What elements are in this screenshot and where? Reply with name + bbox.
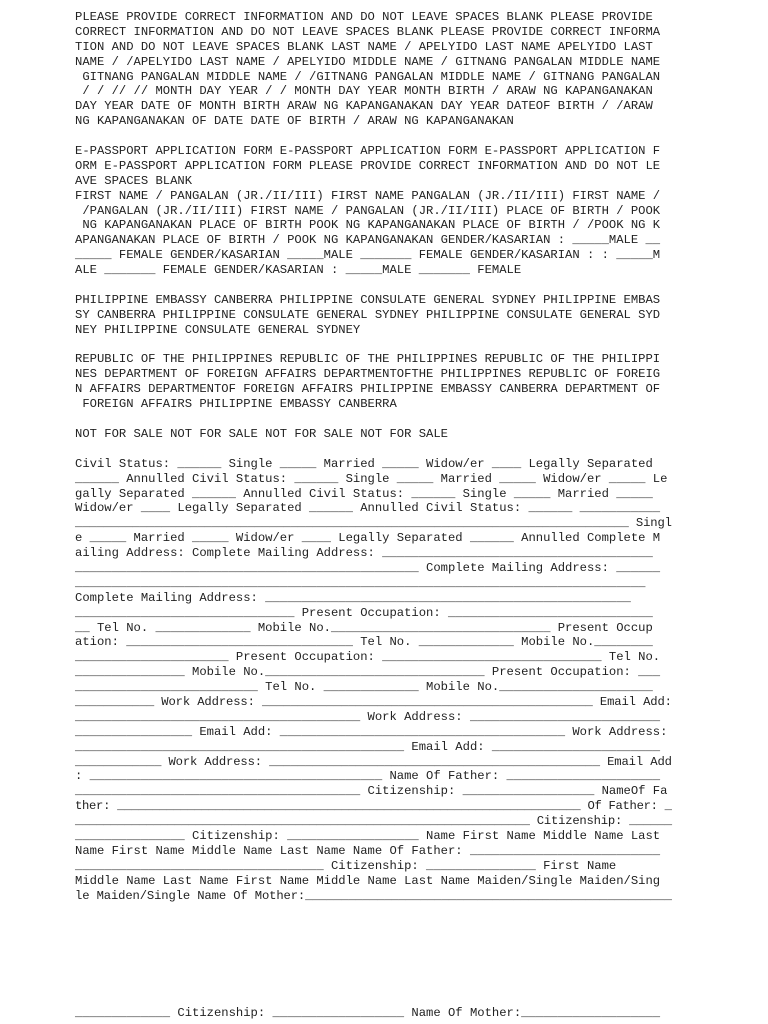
form-text-line: _______________ Citizenship: __________________ Name First Name Middle Name Last bbox=[75, 828, 661, 843]
footer-citizenship-mother-line: _____________ Citizenship: __________________ Name Of Mother:___________________ bbox=[75, 1006, 661, 1020]
form-text-line: Complete Mailing Address: __________________________________________________ bbox=[75, 590, 631, 605]
form-text-line: ______ Annulled Civil Status: ______ Single _____ Married _____ Widow/er _____ Le bbox=[75, 471, 668, 486]
form-text-line: ALE _______ FEMALE GENDER/KASARIAN : _____MALE _______ FEMALE bbox=[75, 263, 522, 278]
form-text-line: le Maiden/Single Name Of Mother:___________________________________________________ bbox=[75, 888, 672, 903]
form-text-line: FOREIGN AFFAIRS PHILIPPINE EMBASSY CANBERRA bbox=[75, 397, 397, 412]
form-text-line: REPUBLIC OF THE PHILIPPINES REPUBLIC OF THE PHILIPPINES REPUBLIC OF THE PHILIPPI bbox=[75, 352, 661, 367]
form-text-line: ________________ Email Add: _______________________________________ Work Address: bbox=[75, 724, 668, 739]
form-text-line: NOT FOR SALE NOT FOR SALE NOT FOR SALE NOT FOR SALE bbox=[75, 426, 448, 441]
form-text-line: NES DEPARTMENT OF FOREIGN AFFAIRS DEPARTMENTOFTHE PHILIPPINES REPUBLIC OF FOREIG bbox=[75, 367, 661, 382]
form-text-line: PLEASE PROVIDE CORRECT INFORMATION AND DO NOT LEAVE SPACES BLANK PLEASE PROVIDE bbox=[75, 10, 653, 24]
form-text-line: Middle Name Last Name First Name Middle Name Last Name Maiden/Single Maiden/Sing bbox=[75, 873, 661, 888]
form-text-line: APANGANAKAN PLACE OF BIRTH / POOK NG KAPANGANAKAN GENDER/KASARIAN : _____MALE __ bbox=[75, 233, 661, 248]
form-text-line: ORM E-PASSPORT APPLICATION FORM PLEASE PROVIDE CORRECT INFORMATION AND DO NOT LE bbox=[75, 158, 661, 173]
form-text-line: _____________________________________________________________________________ Singl bbox=[75, 516, 672, 531]
form-text-line: Name First Name Middle Name Last Name Name Of Father: __________________________ bbox=[75, 843, 661, 858]
form-text-line: _____ FEMALE GENDER/KASARIAN _____MALE _______ FEMALE GENDER/KASARIAN : : _____M bbox=[75, 248, 661, 263]
form-text-line: / / // // MONTH DAY YEAR / / MONTH DAY YEAR MONTH BIRTH / ARAW NG KAPANGANAKAN bbox=[75, 84, 653, 99]
form-text-line: gally Separated ______ Annulled Civil Status: ______ Single _____ Married _____ bbox=[75, 486, 653, 501]
form-text-line: _______________________________________ Citizenship: __________________ NameOf Fa bbox=[75, 784, 668, 799]
form-text-line: _____________________ Present Occupation: ______________________________ Tel No. bbox=[75, 650, 661, 665]
form-text-line: ________________________________________________________________ Citizenship: ______ bbox=[75, 814, 672, 829]
form-text-line: ______________________________ Present Occupation: ____________________________ bbox=[75, 605, 653, 620]
republic-section bbox=[75, 352, 672, 412]
form-text-line: _______________________________________________ Complete Mailing Address: ______ bbox=[75, 560, 661, 575]
form-text-line: NEY PHILIPPINE CONSULATE GENERAL SYDNEY bbox=[75, 322, 361, 337]
form-text-line: DAY YEAR DATE OF MONTH BIRTH ARAW NG KAPANGANAKAN DAY YEAR DATEOF BIRTH / /ARAW bbox=[75, 99, 653, 114]
form-text-line: PHILIPPINE EMBASSY CANBERRA PHILIPPINE CONSULATE GENERAL SYDNEY PHILIPPINE EMBAS bbox=[75, 292, 661, 307]
form-text-line: __ Tel No. _____________ Mobile No.______________________________ Present Occup bbox=[75, 620, 653, 635]
personal-details-section bbox=[75, 457, 672, 904]
form-text-line: NG KAPANGANAKAN PLACE OF BIRTH POOK NG KAPANGANAKAN PLACE OF BIRTH / /POOK NG K bbox=[75, 218, 661, 233]
form-text-line: SY CANBERRA PHILIPPINE CONSULATE GENERAL SYDNEY PHILIPPINE CONSULATE GENERAL SYD bbox=[75, 307, 661, 322]
form-text-line: ther: __________________________________________________________________ Of Father: _ bbox=[75, 799, 672, 814]
form-text-line: E-PASSPORT APPLICATION FORM E-PASSPORT APPLICATION FORM E-PASSPORT APPLICATION F bbox=[75, 144, 661, 159]
form-text-line: _______________________________________ Work Address: __________________________ bbox=[75, 709, 661, 724]
form-text-line: AVE SPACES BLANK bbox=[75, 173, 193, 188]
form-text-line: ___________ Work Address: ______________________________________________ Email Add: bbox=[75, 694, 672, 709]
form-text-line: _________________________ Tel No. _____________ Mobile No._____________________ bbox=[75, 680, 653, 695]
form-text-line: ______________________________________________________________________________ bbox=[75, 575, 646, 590]
form-text-line: : ________________________________________ Name Of Father: _____________________ bbox=[75, 769, 661, 784]
form-text-line: __________________________________ Citizenship: _______________ First Name bbox=[75, 858, 617, 873]
instructions-name-section bbox=[75, 10, 672, 129]
form-text-line: _______________ Mobile No.______________________________ Present Occupation: ___ bbox=[75, 665, 661, 680]
form-text-line: N AFFAIRS DEPARTMENTOF FOREIGN AFFAIRS PHILIPPINE EMBASSY CANBERRA DEPARTMENT OF bbox=[75, 382, 661, 397]
form-text-line: Civil Status: ______ Single _____ Married _____ Widow/er ____ Legally Separated bbox=[75, 456, 653, 471]
form-text-line: TION AND DO NOT LEAVE SPACES BLANK LAST NAME / APELYIDO LAST NAME APELYIDO LAST bbox=[75, 39, 653, 54]
not-for-sale-section bbox=[75, 427, 672, 442]
application-first-name-section bbox=[75, 144, 672, 278]
embassy-section bbox=[75, 293, 672, 338]
form-text-line: ____________ Work Address: ______________________________________________ Email Add bbox=[75, 754, 672, 769]
form-text-line: GITNANG PANGALAN MIDDLE NAME / /GITNANG PANGALAN MIDDLE NAME / GITNANG PANGALAN bbox=[75, 69, 661, 84]
form-text-line: ation: _______________________________ Tel No. _____________ Mobile No.________ bbox=[75, 635, 653, 650]
form-text-line: NAME / /APELYIDO LAST NAME / APELYIDO MIDDLE NAME / GITNANG PANGALAN MIDDLE NAME bbox=[75, 54, 661, 69]
form-text-line: _____________________________________________ Email Add: _______________________ bbox=[75, 739, 661, 754]
application-form-page bbox=[75, 10, 672, 903]
form-text-line: FIRST NAME / PANGALAN (JR./II/III) FIRST NAME PANGALAN (JR./II/III) FIRST NAME / bbox=[75, 188, 661, 203]
form-text-line: CORRECT INFORMATION AND DO NOT LEAVE SPACES BLANK PLEASE PROVIDE CORRECT INFORMA bbox=[75, 24, 661, 39]
form-text-line: /PANGALAN (JR./II/III) FIRST NAME / PANGALAN (JR./II/III) PLACE OF BIRTH / POOK bbox=[75, 203, 661, 218]
form-text-line: ailing Address: Complete Mailing Address: _____________________________________ bbox=[75, 546, 653, 561]
form-text-line: e _____ Married _____ Widow/er ____ Legally Separated ______ Annulled Complete M bbox=[75, 531, 661, 546]
form-text-line: NG KAPANGANAKAN OF DATE DATE OF BIRTH / ARAW NG KAPANGANAKAN bbox=[75, 114, 514, 129]
form-text-line: Widow/er ____ Legally Separated ______ Annulled Civil Status: ______ ___________ bbox=[75, 501, 661, 516]
